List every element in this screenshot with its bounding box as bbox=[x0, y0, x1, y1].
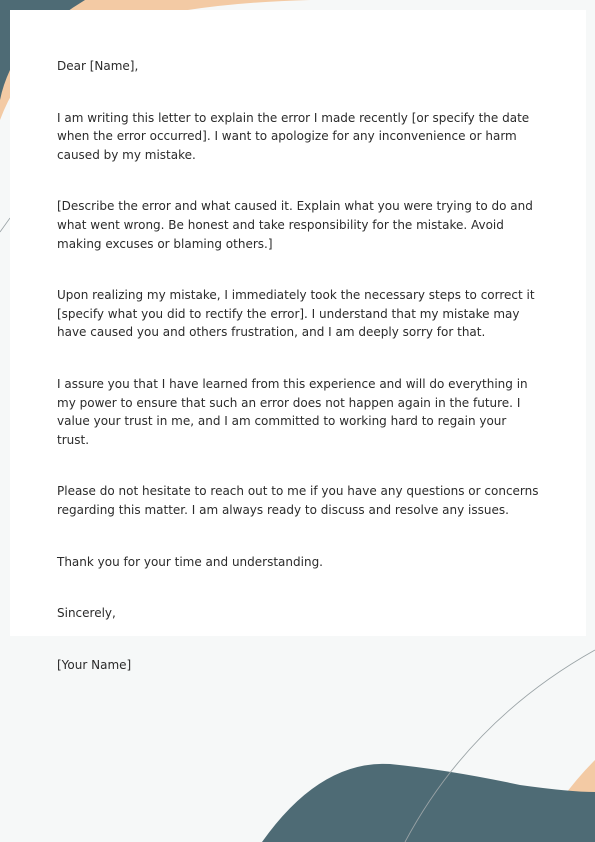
paragraph-assurance: I assure you that I have learned from this experience and will do everything in my power to ensure that such an error does not happen again in the future. I value your trust in me, and I am committed to working hard to regain your trust. bbox=[57, 376, 528, 447]
signature: [Your Name] bbox=[57, 657, 132, 672]
paragraph-contact: Please do not hesitate to reach out to me if you have any questions or concerns regarding this matter. I am always ready to discuss and resolve any issues. bbox=[57, 484, 539, 517]
closing: Sincerely, bbox=[57, 606, 116, 621]
paragraph-intro: I am writing this letter to explain the error I made recently [or specify the date when the error occurred]. I want to apologize for any inconvenience or harm caused by my mistake. bbox=[57, 110, 530, 162]
thin-line-left bbox=[0, 218, 10, 232]
paragraph-thanks: Thank you for your time and understanding. bbox=[57, 554, 323, 569]
paragraph-correction: Upon realizing my mistake, I immediately took the necessary steps to correct it [specify what you did to rectify the error]. I understand that my mistake may have caused you and others frustration, and I am deeply sorry for that. bbox=[57, 288, 535, 340]
letter-body bbox=[57, 57, 541, 674]
salutation: Dear [Name], bbox=[57, 59, 139, 73]
paragraph-describe-error: [Describe the error and what caused it. Explain what you were trying to do and what went wrong. Be honest and take responsibility for the mistake. Avoid making excuses or blaming others.] bbox=[57, 199, 533, 251]
